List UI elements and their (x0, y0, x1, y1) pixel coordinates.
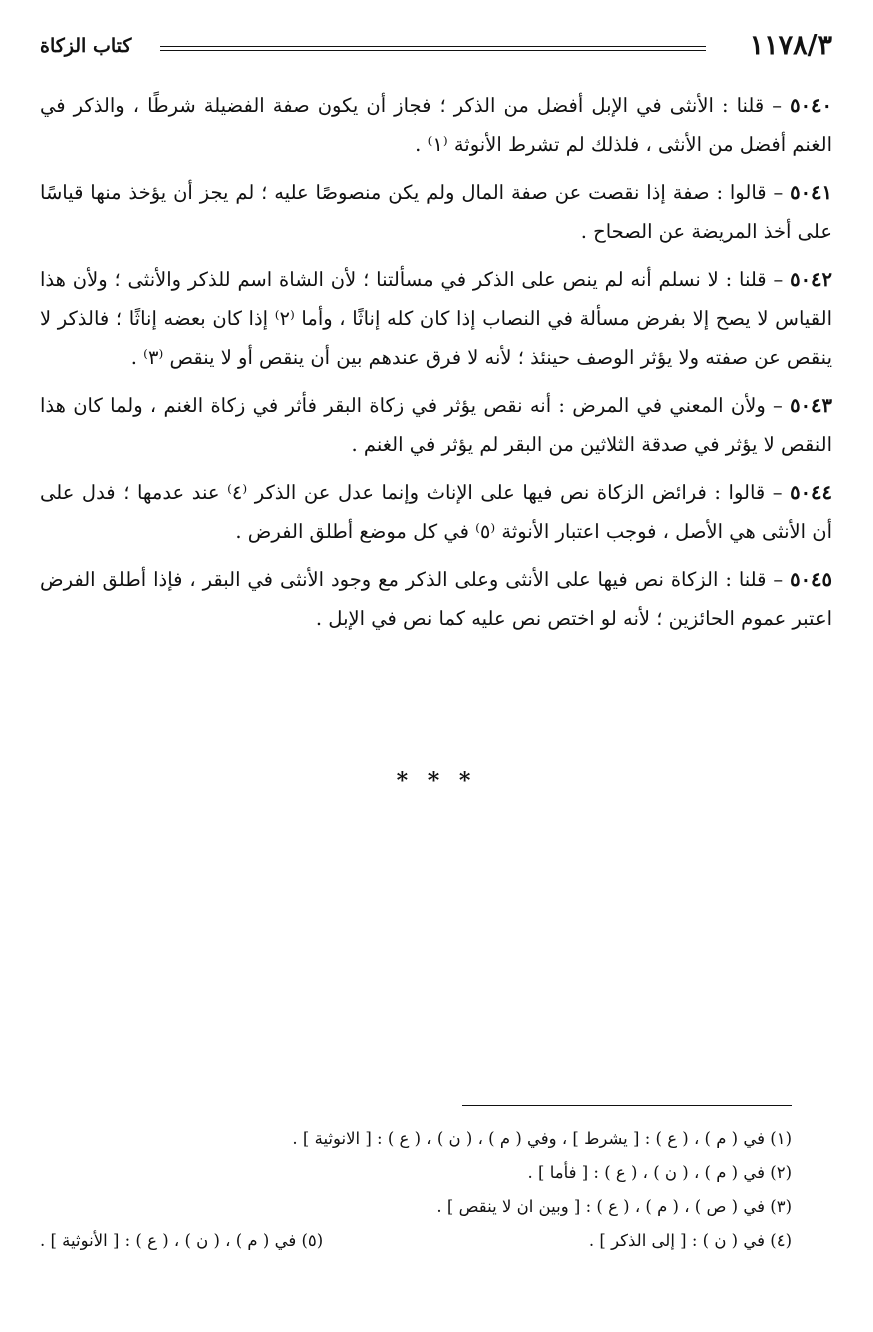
running-header (40, 28, 832, 68)
footnote-2: (٢) في ( م ) ، ( ن ) ، ( ع ) : [ فأما ] . (527, 1163, 792, 1182)
paragraph-text: – قالوا : فرائض الزكاة نص فيها على الإناث وإنما عدل عن الذكر ⁽٤⁾ عند عدمها ؛ فدل على أن الأنثى هي الأصل ، فوجب اعتبار الأنوثة ⁽٥⁾ في كل موضع أطلق الفرض . (40, 481, 832, 543)
footnote-5: (٥) في ( م ) ، ( ن ) ، ( ع ) : [ الأنوثية ] . (40, 1231, 324, 1250)
paragraph-text: – قلنا : الأنثى في الإبل أفضل من الذكر ؛ فجاز أن يكون صفة الفضيلة شرطًا ، والذكر في الغنم أفضل من الأنثى ، فلذلك لم تشرط الأنوثة ⁽١⁾ . (40, 94, 832, 156)
paragraph-5044 (40, 473, 832, 551)
paragraph-number: ٥٠٤٣ (790, 394, 832, 417)
paragraph-text: – قلنا : لا نسلم أنه لم ينص على الذكر في مسألتنا ؛ لأن الشاة اسم للذكر والأنثى ؛ ولأن هذا القياس لا يصح إلا بفرض مسألة في النصاب إذا كان كله إناثًا ، وأما ⁽٢⁾ إذا كان بعضه إناثًا ؛ فالذكر لا ينقص عن صفته ولا يؤثر الوصف حينئذ ؛ لأنه لا فرق عندهم بين أن ينقص أو لا ينقص ⁽٣⁾ . (40, 268, 832, 369)
footnote-rule (462, 1105, 792, 1106)
paragraph-5040 (40, 86, 832, 164)
paragraph-5042 (40, 260, 832, 377)
paragraph-5043 (40, 386, 832, 464)
footnote-1: (١) في ( م ) ، ( ع ) : [ يشرط ] ، وفي ( م ) ، ( ن ) ، ( ع ) : [ الانوثية ] . (292, 1129, 792, 1148)
paragraph-number: ٥٠٤٥ (790, 568, 832, 591)
paragraph-text: – قالوا : صفة إذا نقصت عن صفة المال ولم يكن منصوصًا عليه ؛ لم يجز أن يؤخذ منها قياسًا على أخذ المريضة عن الصحاح . (40, 181, 832, 243)
paragraph-number: ٥٠٤٠ (790, 94, 832, 117)
footnote-3: (٣) في ( ص ) ، ( م ) ، ( ع ) : [ وبين ان لا ينقص ] . (436, 1197, 792, 1216)
paragraph-number: ٥٠٤٢ (790, 268, 832, 291)
paragraph-text: – قلنا : الزكاة نص فيها على الأنثى وعلى الذكر مع وجود الأنثى في البقر ، فإذا أطلق الفرض اعتبر عموم الحائزين ؛ لأنه لو اختص نص عليه كما نص في الإبل . (40, 568, 832, 630)
paragraph-5041 (40, 173, 832, 251)
paragraph-number: ٥٠٤٤ (790, 481, 832, 504)
book-title: كتاب الزكاة (40, 35, 132, 57)
footnote-4: (٤) في ( ن ) : [ إلى الذكر ] . (588, 1231, 792, 1250)
paragraph-number: ٥٠٤١ (790, 181, 832, 204)
page-number: ١١٧٨/٣ (749, 30, 832, 61)
paragraph-5045 (40, 560, 832, 638)
main-text (40, 86, 832, 647)
footnotes (40, 1122, 792, 1258)
paragraph-text: – ولأن المعني في المرض : أنه نقص يؤثر في زكاة البقر فأثر في زكاة الغنم ، ولما كان هذا النقص لا يؤثر في صدقة الثلاثين من البقر لم يؤثر في الغنم . (40, 394, 832, 456)
footnote-row (40, 1224, 792, 1258)
header-rule (160, 46, 706, 51)
section-separator: * * * (396, 768, 477, 794)
